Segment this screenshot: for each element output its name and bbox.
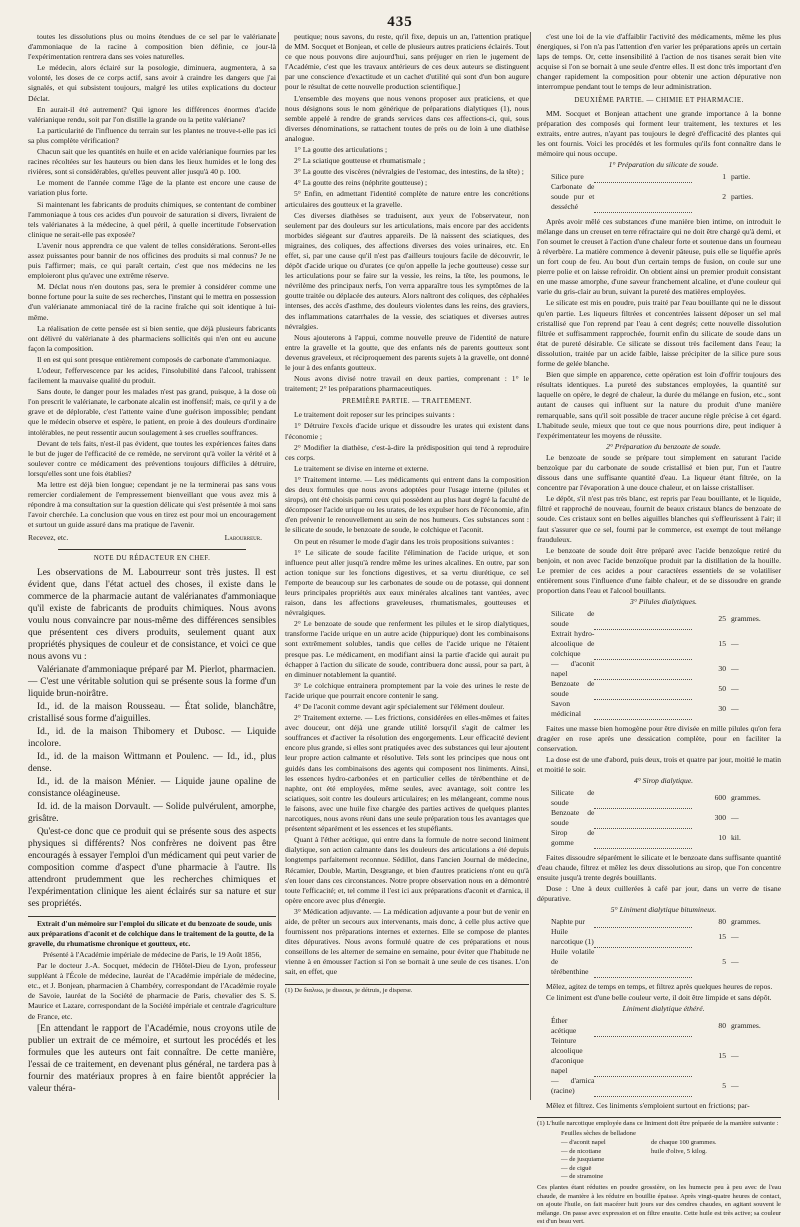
paragraph: Chacun sait que les quantités en huile et en acide valérianique fournies par les racines récoltées sur les hauteurs ou bien dans les lieux humides et le long des rivières, sont si considérables, qu'elles peuvent aller jusqu'à 40 p. 100. — [28, 147, 276, 177]
unit: parties. — [731, 192, 754, 202]
unit: grammes. — [731, 793, 761, 803]
note-heading: NOTE DU RÉDACTEUR EN CHEF. — [93, 553, 211, 562]
quantity: 300 — [714, 813, 726, 823]
signature-name: Labourreur. — [224, 532, 262, 542]
paragraph: Bien que simple en apparence, cette opération est loin d'offrir toujours des résultats identiques. La pureté des substances employées, la quantité sur laquelle on opère, le degré de chaleur, la durée du mélange en fusion, etc., sont autant de causes qui influent sur la nature du produit d'une manière remarquable, sans qu'il soit possible de tracer aucune règle précise à cet égard. L'habitude seule, mieux que tout ce que nous pourrions dire, peut indiquer à l'expérimentateur les moyens de réussite. — [537, 370, 781, 440]
paragraph: L'avenir nous apprendra ce que valent de telles considérations. Seront-elles assez puissantes pour bannir de nos officines des produits si mal connus? Je ne puis l'affirmer; mais, ce qui paraît certain, c'est que nos médecins ne les emploieront plus qu'avec une extrême réserve. — [28, 240, 276, 281]
paragraph: Si maintenant les fabricants de produits chimiques, se contentant de combiner l'ammoniaque à tous ces acides d'un pouvoir de saturation si divers, livraient de tels valérianates à la médecine, à quel péril, à quelle incertitude l'observation clinique ne serait-elle pas exposée? — [28, 199, 276, 239]
paragraph: L'ensemble des moyens que nous venons proposer aux praticiens, et que nous désignons sous le nom générique de préparations dialytiques (1), nous semble appelé à rendre de grands services dans ces affections-ci, qui, sous diverses dénominations, se rattachent toutes de près ou de loin à une diathèse analogue. — [285, 93, 529, 143]
quantity: 2 — [722, 192, 726, 202]
closing-paragraph: Qu'est-ce donc que ce produit qui se présente sous des aspects physiques si différents? Nos confrères ne doivent pas être encouragés à essayer l'emploi d'un médicament qui peut varier de composition comme d'aspect d'une pharmacie à l'autre. Ils attendront prudemment que les recherches chimiques et l'expérimentation clinique les aient éclairés sur sa nature et sur ses propriétés. — [28, 826, 276, 909]
unit: grammes. — [731, 1021, 761, 1031]
recipe-title: 2° Préparation du benzoate de soude. — [606, 441, 721, 451]
footnote-ingredient: — de nicotiane — [561, 1147, 602, 1155]
paragraph: Après avoir mêlé ces substances d'une manière bien intime, on introduit le mélange dans un creuset en terre réfractaire qui ne doit être chargé qu'à demi, et l'on soumet le creuset à l'action d'une chaleur forte et soutenue dans un fourneau à réverbère. La matière commence à devenir pâteuse, puis elle se liquéfie après un fort coup de feu. Au bout d'un certain temps de fusion, on coule sur une pierre polie et on laisse refroidir. On obtient ainsi un premier produit consistant en une masse amorphe, d'une saveur franchement alcaline, et d'une couleur qui varie du gris-clair au brun, suivant la pureté des matières employées. — [537, 216, 781, 297]
paragraph: En aurait-il été autrement? Qui ignore les différences énormes d'acide valérianique rendu, soit par l'on distille la grande ou la petite valériane? — [28, 104, 276, 124]
paragraph: Mêlez, agitez de temps en temps, et filtrez après quelques heures de repos. — [546, 981, 773, 991]
list-item: Id. id. de la maison Dorvault. — Solide pulvérulent, amorphe, grisâtre. — [28, 801, 276, 824]
ingredient: Silice pure — [551, 172, 584, 182]
recipe-row — [537, 182, 781, 212]
section-divider — [28, 916, 276, 917]
quantity: 600 — [714, 793, 726, 803]
footnote-ingredient-list — [537, 1130, 781, 1182]
list-item: 3° La goutte des viscères (névralgies de l'estomac, des intestins, de la tête) ; — [294, 167, 524, 177]
paragraph: Le traitement se divise en interne et externe. — [294, 463, 429, 473]
unit: — — [731, 932, 739, 942]
paragraph: Dose : Une à deux cuillerées à café par jour, dans un verre de tisane dépurative. — [537, 884, 781, 904]
ingredient: Huile narcotique (1) — [551, 927, 594, 947]
recipe-row — [537, 1076, 781, 1096]
footnote-ingredient: — de stramoine — [561, 1173, 604, 1181]
paragraph: 1° Détruire l'excès d'acide urique et dissoudre les urates qui existent dans l'économie ; — [285, 421, 529, 441]
quantity: 80 — [718, 917, 726, 927]
paragraph: M. Déclat nous n'en doutons pas, sera le premier à considérer comme une bonne fortune pour la suite de ses recherches, l'instant qui le mettra en possession d'un valérianate ammoniacal tiré de la racine fraîche qui soit identique à lui-même. — [28, 282, 276, 322]
recipe-table — [537, 1016, 781, 1097]
quantity: 10 — [718, 833, 726, 843]
footnote-row — [561, 1130, 781, 1139]
quantity: 80 — [718, 1021, 726, 1031]
paragraph: c'est une loi de la vie d'affaiblir l'activité des médicaments, même les plus énergiques, si l'on n'a pas l'attention d'en varier les préparations après un certain laps de temps. Or, cette insensibilité à l'action de nos tisanes serait bien vite acquise si l'on se bornait à une seule d'entre elles. Il est donc très important d'en changer rapidement la composition pour obtenir une action dépurative non interrompue pendant tout le temps de leur administration. — [537, 32, 781, 92]
recipe-table — [537, 917, 781, 978]
footnote-ingredient: — de jusquiame — [561, 1156, 605, 1164]
unit: — — [731, 1081, 739, 1091]
footnote-quantity: huile d'olive, 5 kilog. — [651, 1147, 707, 1155]
recipe-title: 3° Pilules dialytiques. — [630, 597, 697, 607]
paragraph: Nous ajouterons à l'appui, comme nouvelle preuve de l'identité de nature entre la gravelle et la goutte, que des enfants nés de parents goutteux sont devenus graveleux, et réciproquement des parents sujets à la gravelle, ont donné le jour à des enfants goutteux. — [285, 332, 529, 372]
recipe-row — [537, 1036, 781, 1076]
list-item: Valérianate d'ammoniaque préparé par M. Pierlot, pharmacien. — C'est une véritable solution qui se présente sous la forme d'un liquide brun-noirâtre. — [28, 664, 276, 699]
section-divider — [58, 549, 246, 550]
paragraph: On peut en résumer le mode d'agir dans les trois propositions suivantes : — [294, 536, 514, 546]
recipe-table — [537, 172, 781, 213]
paragraph: 3° Médication adjuvante. — La médication adjuvante a pour but de venir en aide, de prêter un secours aux intervenants, mais donc, à celle plus active que fournissent nos préparations internes et externes. Elle se compose de plantes dites dépuratives. Nous avons formulé quatre de ces préparations et nous conseillons de les alterner de semaine en semaine, pour éviter que l'habitude ne vienne à en émousser l'action si l'on se bornait à une seule de ces tisanes. L'on sait, en effet, que — [285, 906, 529, 977]
column-left — [28, 32, 276, 1100]
unit: grammes. — [731, 614, 761, 624]
paragraph: Le benzoate de soude se prépare tout simplement en saturant l'acide benzoïque par du carbonate de soude cristallisé et bien pur, l'un et l'autre dissous dans une suffisante quantité d'eau. La liqueur étant filtrée, on la concentre par l'évaporation à une douce chaleur, et on laisse cristalliser. — [537, 452, 781, 493]
paragraph: La réalisation de cette pensée est si bien sentie, que déjà plusieurs fabricants ont délivré du valérianate à des pharmaciens sollicités qui n'en ont eu aucune façon la composition. — [28, 323, 276, 353]
quantity: 1 — [722, 172, 726, 182]
recipe-row — [537, 629, 781, 659]
signature-greeting: Recevez, etc. — [28, 532, 69, 542]
paragraph: Nous avons divisé notre travail en deux parties, comprenant : 1° le traitement; 2° les préparations pharmaceutiques. — [285, 374, 529, 394]
unit: kil. — [731, 833, 741, 843]
list-item: Id., id. de la maison Wittmann et Poulenc. — Id., id., plus dense. — [28, 751, 276, 774]
paragraph: Ce liniment est d'une belle couleur verte, il doit être limpide et sans dépôt. — [546, 993, 772, 1002]
ingredient: — d'arnica (racine) — [551, 1076, 595, 1096]
recipe-row — [537, 828, 781, 848]
paragraph: La particularité de l'influence du terrain sur les plantes ne trouve-t-elle pas ici sa plus complète vérification? — [28, 125, 276, 145]
quantity: 25 — [718, 614, 726, 624]
quantity: 50 — [718, 684, 726, 694]
paragraph: 1° Le silicate de soude facilite l'élimination de l'acide urique, et son influence peut aller jusqu'à rendre même les urines alcalines. En outre, par son action tonique sur les fonctions digestives, et sa vertu diurétique, ce sel l'emporte de beaucoup sur les carbonates de soude ou de potasse, qui donnent leurs principales propriétés aux eaux minérales alcalines tant vantées, avec raison, dans les affections graveleuses, rhumatismales, goutteuses et névralgiques. — [285, 547, 529, 618]
footnote-row — [561, 1148, 781, 1157]
ingredient: Extrait hydro-alcoolique de colchique — [551, 629, 595, 659]
footnote-body: Ces plantes étant réduites en poudre grossière, on les humecte peu à peu avec de l'eau chaude, de manière à les réduire en bouillie épaisse. Après vingt-quatre heures de contact, on ajoute l'huile, on fait macérer huit jours sur des cendres chaudes, en agitant souvent le mélange. On passe avec expression et on filtre ensuite. Cette huile est très active; sa couleur est d'un beau vert. — [537, 1183, 781, 1226]
footnote-ingredient: Feuilles sèches de belladone — [561, 1130, 636, 1138]
footnote-ingredient: — de ciguë — [561, 1164, 592, 1172]
unit: — — [731, 639, 739, 649]
column-middle — [278, 32, 529, 1100]
unit: — — [731, 664, 739, 674]
paragraph: Le dépôt, s'il n'est pas très blanc, est repris par l'eau bouillante, et le liquide, filtré et rapproché de nouveau, fournit de beaux cristaux blancs de benzoate de soude. Ces cristaux sont en belles aiguilles blanches qui s'effleurissent à l'air; il faut s'assurer que ce sel, fourni par le commerce, est exempt de tout mélange frauduleux. — [537, 494, 781, 544]
paragraph: Mêlez et filtrez. Ces liniments s'emploient surtout en frictions; par- — [546, 1100, 750, 1110]
footnote-intro: (1) L'huile narcotique employée dans ce liniment doit être préparée de la manière suivante : — [537, 1119, 779, 1127]
list-item: 4° La goutte des reins (néphrite goutteuse) ; — [294, 178, 428, 188]
paragraph: Ma lettre est déjà bien longue; cependant je ne la terminerai pas sans vous remercier cordialement de l'empressement bienveillant que vous avez mis à répondre à ma consultation sur la question délicate qui s'est présentée à moi sans l'avoir cherchée. La conclusion que vous en tirez est pour moi un encouragement et surtout un guide assuré dans ma pratique de l'avenir. — [28, 480, 276, 530]
ingredient: Sirop de gomme — [551, 828, 595, 848]
paragraph: La dose est de une d'abord, puis deux, trois et quatre par jour, moitié le matin et moitié le soir. — [537, 755, 781, 775]
footnote-quantity: de chaque 100 grammes. — [651, 1138, 717, 1146]
paragraph: L'odeur, l'effervescence par les acides, l'insolubilité dans l'alcool, trahissent facilement la mauvaise qualité du produit. — [28, 366, 276, 386]
quantity: 30 — [718, 664, 726, 674]
paragraph: Devant de tels faits, n'est-il pas évident, que toutes les expériences faites dans le but de juger de l'efficacité de ce remède, ne serviront qu'à voiler la vérité et à soulever contre ce médicament des préventions toujours difficiles à détruire, lorsqu'elles sont une fois établies? — [28, 438, 276, 478]
footnote — [537, 1117, 781, 1227]
presented-line: Présenté à l'Académie impériale de médecine de Paris, le 19 Août 1856, — [42, 949, 262, 959]
paragraph: 1° Traitement interne. — Les médicaments qui entrent dans la composition des deux formules que nous avons adoptées pour l'usage interne (pilules et sirops), ont été choisis parmi ceux qui possèdent au plus haut degré la faculté de décomposer l'acide urique ou les urates, de les expulser hors de l'économie, afin d'en prévenir le renouvellement au sein de nos humeurs. Ces substances sont : le silicate de soude, le benzoate de soude, le colchique et l'aconit. — [285, 474, 529, 535]
footnote-row — [561, 1165, 781, 1174]
paragraph: 2° Le benzoate de soude que renferment les pilules et le sirop dialytiques, transforme l'acide urique en un autre acide (hippurique) dont les combinaisons sont extrêmement solubles, tandis que celles de l'acide urique ne l'étaient presque pas. Le médicament, en modifiant ainsi la partie d'acide qui aurait pu échapper à l'action du silicate de soude, contribuera donc aussi, pour sa part, à en diminuer notablement la quantité. — [285, 619, 529, 679]
ingredient: Teinture alcoolique d'aconique napel — [551, 1036, 584, 1076]
paragraph: Le moment de l'année comme l'âge de la plante est encore une cause de variation plus forte. — [28, 178, 276, 198]
authors-paragraph: Par le docteur J.-A. Socquet, médecin de l'Hôtel-Dieu de Lyon, professeur suppléant à l'École de médecine, lauréat de l'Académie impériale de médecine, etc., et J. Bonjean, pharmacien à Chambéry, correspondant de l'Académie royale de Savoie, lauréat de la Société de pharmacie de Paris, chevalier des S. S. Maurice et Lazare, correspondant de la Société impériale et centrale d'agriculture de France, etc. — [28, 961, 276, 1021]
part2-heading: DEUXIÈME PARTIE. — CHIMIE ET PHARMACIE. — [574, 95, 744, 104]
paragraph: Faites une masse bien homogène pour être divisée en mille pilules qu'on fera dragéer en rose après une dessication complète, pour en faciliter la conservation. — [537, 723, 781, 753]
ingredient: Naphte pur — [551, 917, 585, 927]
recipe-title: 4° Sirop dialytique. — [633, 776, 694, 786]
unit: — — [731, 813, 739, 823]
quantity: 15 — [718, 932, 726, 942]
footnote-row — [561, 1173, 781, 1182]
unit: partie. — [731, 172, 751, 182]
list-item: 5° Enfin, en admettant l'identité complète de nature entre les concrétions articulaires des goutteux et la gravelle. — [285, 189, 529, 209]
unit: — — [731, 957, 739, 967]
ingredient: Benzoate de soude — [551, 808, 595, 828]
note-paragraph: Les observations de M. Labourreur sont très justes. Il est évident que, dans l'état actuel des choses, il existe dans le commerce de la pharmacie autant de valérianates d'ammoniaque qu'il existe de fabricants de produits chimiques. Nous avons voulu nous convaincre par nous-même des différences sensibles que présentent ces divers produits, seulement quant aux propriétés physiques de couleur et de consistance, et voici ce que nous avons vu : — [28, 567, 276, 662]
paragraph: 3° Le colchique entrainera promptement par la voie des urines le reste de l'acide urique que pourrait encore contenir le sang. — [285, 680, 529, 700]
letter-signature — [28, 533, 276, 543]
paragraph: Faites dissoudre séparément le silicate et le benzoate dans suffisante quantité d'eau chaude, filtrez et mêlez les deux dissolutions au sirop, que l'on concentre ensuite jusqu'à trente degrés bouillants. — [537, 852, 781, 883]
quantity: 30 — [718, 704, 726, 714]
list-item: Id., id. de la maison Ménier. — Liquide jaune opaline de consistance oléagineuse. — [28, 776, 276, 799]
recipe-table — [537, 609, 781, 720]
unit: — — [731, 1051, 739, 1061]
paragraph: Le médecin, alors éclairé sur la posologie, diminuera, augmentera, à sa volonté, les doses de ce corps actif, sans avoir à craindre les dangers que j'ai signalés, et qui subsistent toujours, malgré les utiles explications du docteur Déclat. — [28, 63, 276, 103]
ingredient: — d'aconit napel — [551, 659, 595, 679]
recipe-row — [537, 699, 781, 719]
paragraph: Le silicate est mis en poudre, puis traité par l'eau bouillante qui ne le dissout qu'en partie. Les liqueurs filtrées et concentrées laissent déposer un sel mal cristallisé que l'on reprend par l'eau à cent degrés; cette nouvelle dissolution filtrée et suffisamment rapprochée, fournit enfin du silicate de soude dans un état de pureté désirable. Ce silicate se dissout très facilement dans l'eau; la dissolution, traitée par un acide faible, laisse précipiter de la silice pure sous forme de gelée blanche. — [537, 298, 781, 369]
quantity: 5 — [722, 1081, 726, 1091]
part1-heading: PREMIÈRE PARTIE. — TRAITEMENT. — [342, 397, 472, 406]
footnote-row — [561, 1156, 781, 1165]
ingredient: Savon médicinal — [551, 699, 581, 719]
list-item: 1° La goutte des articulations ; — [294, 145, 388, 155]
footnote-row — [561, 1139, 781, 1148]
paragraph: Sans doute, le danger pour les malades n'est pas grand, puisque, à la dose où l'on prescrit le valérianate, le carbonate alcalin est inoffensif; mais, ce qu'il y a de grave et de déplorable, c'est l'attente vaine d'une guérison impossible; pendant que le médecin observe et espère, le patient, en proie à des douleurs d'ordinaire intolérables, ne peut ressentir aucun soulagement à ses cruelles souffrances. — [28, 387, 276, 437]
ingredient: Silicate de soude — [551, 609, 595, 629]
recipe-row — [537, 947, 781, 977]
footnote: (1) De διαλυω, je dissous, je détruis, je disperse. — [285, 984, 529, 996]
paragraph: peutique; nous savons, du reste, qu'il fixe, depuis un an, l'attention pratique de MM. Socquet et Bonjean, et celle de plusieurs autres praticiens éclairés. Tout ce que nous pouvons dire aujourd'hui, sans préjuger en rien le jugement de l'Académie, c'est que les travaux antérieurs de ces deux auteurs se distinguent par une conscience d'exactitude et un cachet d'utilité qui sont d'un bon augure pour le résultat de cette nouvelle production scientifique.] — [285, 32, 529, 92]
recipe-title: 5° Liniment dialytique bitumineux. — [610, 905, 717, 915]
quantity: 15 — [718, 639, 726, 649]
ingredient: Carbonate de soude pur et desséché — [551, 182, 595, 212]
ingredient: Éther acétique — [551, 1016, 577, 1036]
recipe-title: 1° Préparation du silicate de soude. — [608, 160, 719, 170]
unit: grammes. — [731, 917, 761, 927]
quantity: 5 — [722, 957, 726, 967]
ingredient: Benzoate de soude — [551, 679, 595, 699]
paragraph: Quant à l'éther acétique, qui entre dans la formule de notre second liniment dialytique, son action calmante dans les douleurs des articulations a été depuis longtemps parfaitement reconnue. Sédillot, dans l'ancien Journal de médecine, Récamier, Double, Martin, Desgrange, et bien d'autres praticiens n'ont eu qu'à s'en louer dans ces circonstances. Notre propre observation nous en a démontré toute l'efficacité; et, tel comme il l'est ici aux préparations d'aconit et d'arnica, il opère encore avec plus d'énergie. — [285, 835, 529, 905]
list-item: 2° La sciatique goutteuse et rhumatismale ; — [294, 156, 426, 166]
paragraph: Ces diverses diathèses se traduisent, aux yeux de l'observateur, non seulement par des douleurs sur les articulations, mais encore par des accidents morbides siégeant sur d'autres appareils. De là naissent des sciatiques, des migraines, des coliques, des affections diverses des voies urinaires, etc. En effet, si, par une cause qu'il n'est pas d'ailleurs toujours facile de découvrir, le dépôt d'acide urique ou d'urates (ce qu'on appelle la jeche goutteuse) cesse sur les articulations pour se faire sur la vessie, les reins, la tête, les poumons, le névrilème des principaux nerfs, l'on verra apparaître tous les symptômes de la goutte traitée ou déplacée des auteurs. Alors naîtront des coliques, des céphalées intenses, des accès d'asthme, des douleurs violentes dans les reins, des graviers, des inflammations catarrhales de la vessie, des sciatiques et diverses autres névralgies. — [285, 210, 529, 331]
page-number: 435 — [387, 14, 413, 30]
unit: — — [731, 684, 739, 694]
paragraph: 2° Traitement externe. — Les frictions, considérées en elles-mêmes et faites avec douceur, ont déjà une grande utilité lorsqu'il s'agit de calmer les souffrances et d'activer la résolution des engorgements. Leur efficacité devient encore plus grande, si elles sont pratiquées avec des substances qui leur ajoutent leur propre action calmante et résolutive. Tels sont les principes que nous ont guidés dans les combinaisons des agents qui composent nos liniments. Ainsi, les essences hydro-carbonées et en particulier celles de térébenthine et de naphte, ont été employées, même seules, avec avantage, soit contre les sciatiques, soit contre les douleurs articulaires; en les mélangeant, comme nous le faisons, avec une huile fixe chargée des parties actives de quelques plantes narcotiques, nous avons réuni dans une seule préparation tous les avantages que présentent séparément et les essences et les stupéfiants. — [285, 713, 529, 834]
ingredient: Huile volatile de térébenthine — [551, 947, 595, 977]
recipe-title: Liniment dialytique éthéré. — [622, 1004, 705, 1014]
paragraph: 2° Modifier la diathèse, c'est-à-dire la prédisposition qui tend à reproduire ces corps. — [285, 442, 529, 462]
paragraph: Le traitement doit reposer sur les principes suivants : — [294, 410, 455, 420]
paragraph: toutes les dissolutions plus ou moins étendues de ce sel par le valérianate d'ammoniaque de la racine à composition bien définie, ce jour-là l'expérimentation rentrera dans ses voies naturelles. — [28, 32, 276, 62]
extract-heading: Extrait d'un mémoire sur l'emploi du silicate et du benzoate de soude, unis aux préparations d'aconit et de colchique dans le traitement de la goutte, de la gravelle, du rhumatisme chronique et goutteux, etc. — [28, 918, 274, 948]
paragraph: MM. Socquet et Bonjean attachent une grande importance à la bonne préparation des composés qui forment leur traitement, les textures et les extraits, entre autres, n'ayant pas toujours le degré d'efficacité des plantes qui les ont fournis. Voici les procédés et les formules qu'ils font connaître dans le mémoire qui nous occupe. — [537, 108, 781, 159]
list-item: Id., id. de la maison Rousseau. — État solide, blanchâtre, cristallisé sous forme d'aiguilles. — [28, 701, 276, 724]
col1-paragraphs-top — [28, 32, 276, 531]
paragraph: [En attendant le rapport de l'Académie, nous croyons utile de publier un extrait de ce mémoire, et surtout les procédés et les formules que les auteurs ont fait connaître. De cette manière, l'essai de ce traitement, en devenant plus général, ne tardera pas à fournir des matériaux propres à en faire bientôt apprécier la valeur théra- — [28, 1023, 276, 1094]
paragraph: 4° De l'aconit comme devant agir spécialement sur l'élément douleur. — [294, 702, 505, 711]
column-right — [530, 32, 781, 1226]
paragraph: Il en est qui sont presque entièrement composés de carbonate d'ammoniaque. — [37, 354, 271, 364]
recipe-table — [537, 788, 781, 849]
footnote-ingredient: — d'aconit napel — [561, 1138, 606, 1146]
list-item: Id., id. de la maison Thibomery et Dubosc. — Liquide incolore. — [28, 726, 276, 749]
paragraph: Le benzoate de soude doit être préparé avec l'acide benzoïque retiré du benjoin, et non avec l'acide benzoïque produit par la distillation de la houille. Le premier de ces acides a pour caractères essentiels de se volatiliser entièrement sous l'influence d'une faible chaleur, et de se dissoudre en grande proportion dans l'eau et l'alcool bouillants. — [537, 545, 781, 596]
unit: — — [731, 704, 739, 714]
ingredient: Silicate de soude — [551, 788, 595, 808]
quantity: 15 — [718, 1051, 726, 1061]
